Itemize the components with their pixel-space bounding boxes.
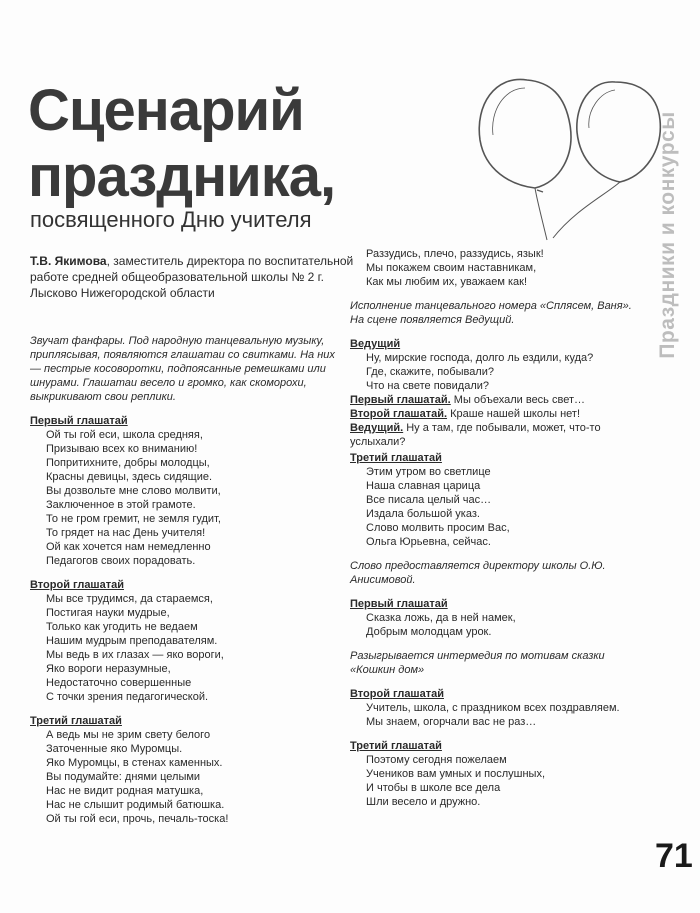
- verse-line: С точки зрения педагогической.: [46, 691, 209, 703]
- speaker-third-herald: Третий глашатай: [350, 740, 442, 752]
- dialogue-line: [350, 407, 645, 421]
- verse-line: Педагогов своих порадовать.: [46, 555, 196, 567]
- section-side-label: [648, 90, 688, 380]
- verse-line: То грядет на нас День учителя!: [46, 527, 206, 539]
- verse-line: Все писала целый час…: [366, 494, 492, 506]
- verse-line: Раззудись, плечо, раззудись, язык!: [366, 248, 544, 260]
- verse-line: Учитель, школа, с праздником всех поздравляем.: [366, 702, 620, 714]
- title-line-1: Сценарий: [28, 78, 304, 143]
- verse-line: Слово молвить просим Вас,: [366, 522, 510, 534]
- verse-line: Нас не видит родная матушка,: [46, 785, 204, 797]
- right-column: [350, 247, 645, 809]
- speaker-first-herald: Первый глашатай: [30, 415, 128, 427]
- author-description: , заместитель директора по воспитательной работе средней общеобразовательной школы № 2 г. Лысково Нижегородской области: [30, 254, 354, 300]
- author-info: [30, 253, 355, 301]
- verse-line: Только как угодить не ведаем: [46, 621, 198, 633]
- verse-line: Ой ты гой еси, школа средняя,: [46, 429, 203, 441]
- author-name: Т.В. Якимова: [30, 254, 107, 268]
- verse-line: Шли весело и дружно.: [366, 796, 481, 808]
- balloons-illustration: [465, 70, 675, 245]
- stage-direction-intro: Звучат фанфары. Под народную танцевальную музыку, приплясывая, появляются глашатаи со свитками. На них — пестрые косоворотки, подпоясанные ремешками или шнурами. Глашатаи весело и громко, как скоморохи, выкрикивают свои реплики.: [30, 335, 335, 403]
- verse-line: Как мы любим их, уважаем как!: [366, 276, 527, 288]
- dialogue-text: Мы объехали весь свет…: [450, 394, 585, 406]
- speaker-first-herald: Первый глашатай.: [350, 394, 451, 406]
- verse-line: Вы дозвольте мне слово молвити,: [46, 485, 221, 497]
- dialogue-text: Ну а там, где побывали, может, что-то услыхали?: [350, 422, 601, 448]
- speaker-second-herald: Второй глашатай.: [350, 408, 448, 420]
- verse-line: Красны девицы, здесь сидящие.: [46, 471, 213, 483]
- speaker-second-herald: Второй глашатай: [30, 579, 124, 591]
- verse-line: Постигая науки мудрые,: [46, 607, 170, 619]
- verse-line: Яко Муромцы, в стенах каменных.: [46, 757, 223, 769]
- verse-line: Попритихните, добры молодцы,: [46, 457, 210, 469]
- speaker-first-herald: Первый глашатай: [350, 598, 448, 610]
- dialogue-line: [350, 421, 645, 449]
- verse-line: Заключенное в этой грамоте.: [46, 499, 196, 511]
- verse-line: Яко вороги неразумные,: [46, 663, 171, 675]
- verse-line: Наша славная царица: [366, 480, 481, 492]
- verse-line: Недостаточно совершенные: [46, 677, 192, 689]
- verse-line: Нас не слышит родимый батюшка.: [46, 799, 225, 811]
- verse-line: Поэтому сегодня пожелаем: [366, 754, 507, 766]
- verse-line: Мы покажем своим наставникам,: [366, 262, 537, 274]
- verse-line: Ну, мирские господа, долго ль ездили, куда?: [366, 352, 594, 364]
- verse-line: Сказка ложь, да в ней намек,: [366, 612, 516, 624]
- verse-line: Вы подумайте: днями целыми: [46, 771, 201, 783]
- verse-line: Учеников вам умных и послушных,: [366, 768, 545, 780]
- subtitle: посвященного Дню учителя: [30, 207, 312, 232]
- stage-direction-director: Слово предоставляется директору школы О.Ю. Анисимовой.: [350, 560, 606, 586]
- verse-line: Ой ты гой еси, прочь, печаль-тоска!: [46, 813, 229, 825]
- verse-line: Добрым молодцам урок.: [366, 626, 492, 638]
- verse-line: Мы знаем, огорчали вас не раз…: [366, 716, 537, 728]
- verse-line: Нашим мудрым преподавателям.: [46, 635, 218, 647]
- verse-line: Где, скажите, побывали?: [366, 366, 494, 378]
- verse-line: И чтобы в школе все дела: [366, 782, 501, 794]
- speaker-third-herald: Третий глашатай: [350, 452, 442, 464]
- page-number: 71: [655, 837, 693, 875]
- dialogue-text: Краше нашей школы нет!: [447, 408, 581, 420]
- speaker-host: Ведущий: [350, 338, 401, 350]
- verse-line: Издала большой указ.: [366, 508, 480, 520]
- verse-line: Призываю всех ко вниманию!: [46, 443, 198, 455]
- verse-line: Что на свете повидали?: [366, 380, 490, 392]
- verse-line: Ой как хочется нам немедленно: [46, 541, 211, 553]
- verse-line: Ольга Юрьевна, сейчас.: [366, 536, 491, 548]
- verse-line: Мы ведь в их глазах — яко вороги,: [46, 649, 224, 661]
- verse-line: То не гром гремит, не земля гудит,: [46, 513, 221, 525]
- stage-direction-interlude: Разыгрывается интермедия по мотивам сказки «Кошкин дом»: [350, 650, 605, 676]
- verse-line: Этим утром во светлице: [366, 466, 491, 478]
- speaker-third-herald: Третий глашатай: [30, 715, 122, 727]
- stage-direction-dance: Исполнение танцевального номера «Сплясем, Ваня». На сцене появляется Ведущий.: [350, 300, 632, 326]
- side-label-text: Праздники и конкурсы: [656, 111, 679, 359]
- left-column: [30, 334, 340, 826]
- speaker-host: Ведущий.: [350, 422, 404, 434]
- speaker-second-herald: Второй глашатай: [350, 688, 444, 700]
- dialogue-line: [350, 393, 645, 407]
- verse-line: Заточенные яко Муромцы.: [46, 743, 183, 755]
- verse-line: Мы все трудимся, да стараемся,: [46, 593, 213, 605]
- verse-line: А ведь мы не зрим свету белого: [46, 729, 211, 741]
- title-line-2: праздника,: [28, 144, 336, 209]
